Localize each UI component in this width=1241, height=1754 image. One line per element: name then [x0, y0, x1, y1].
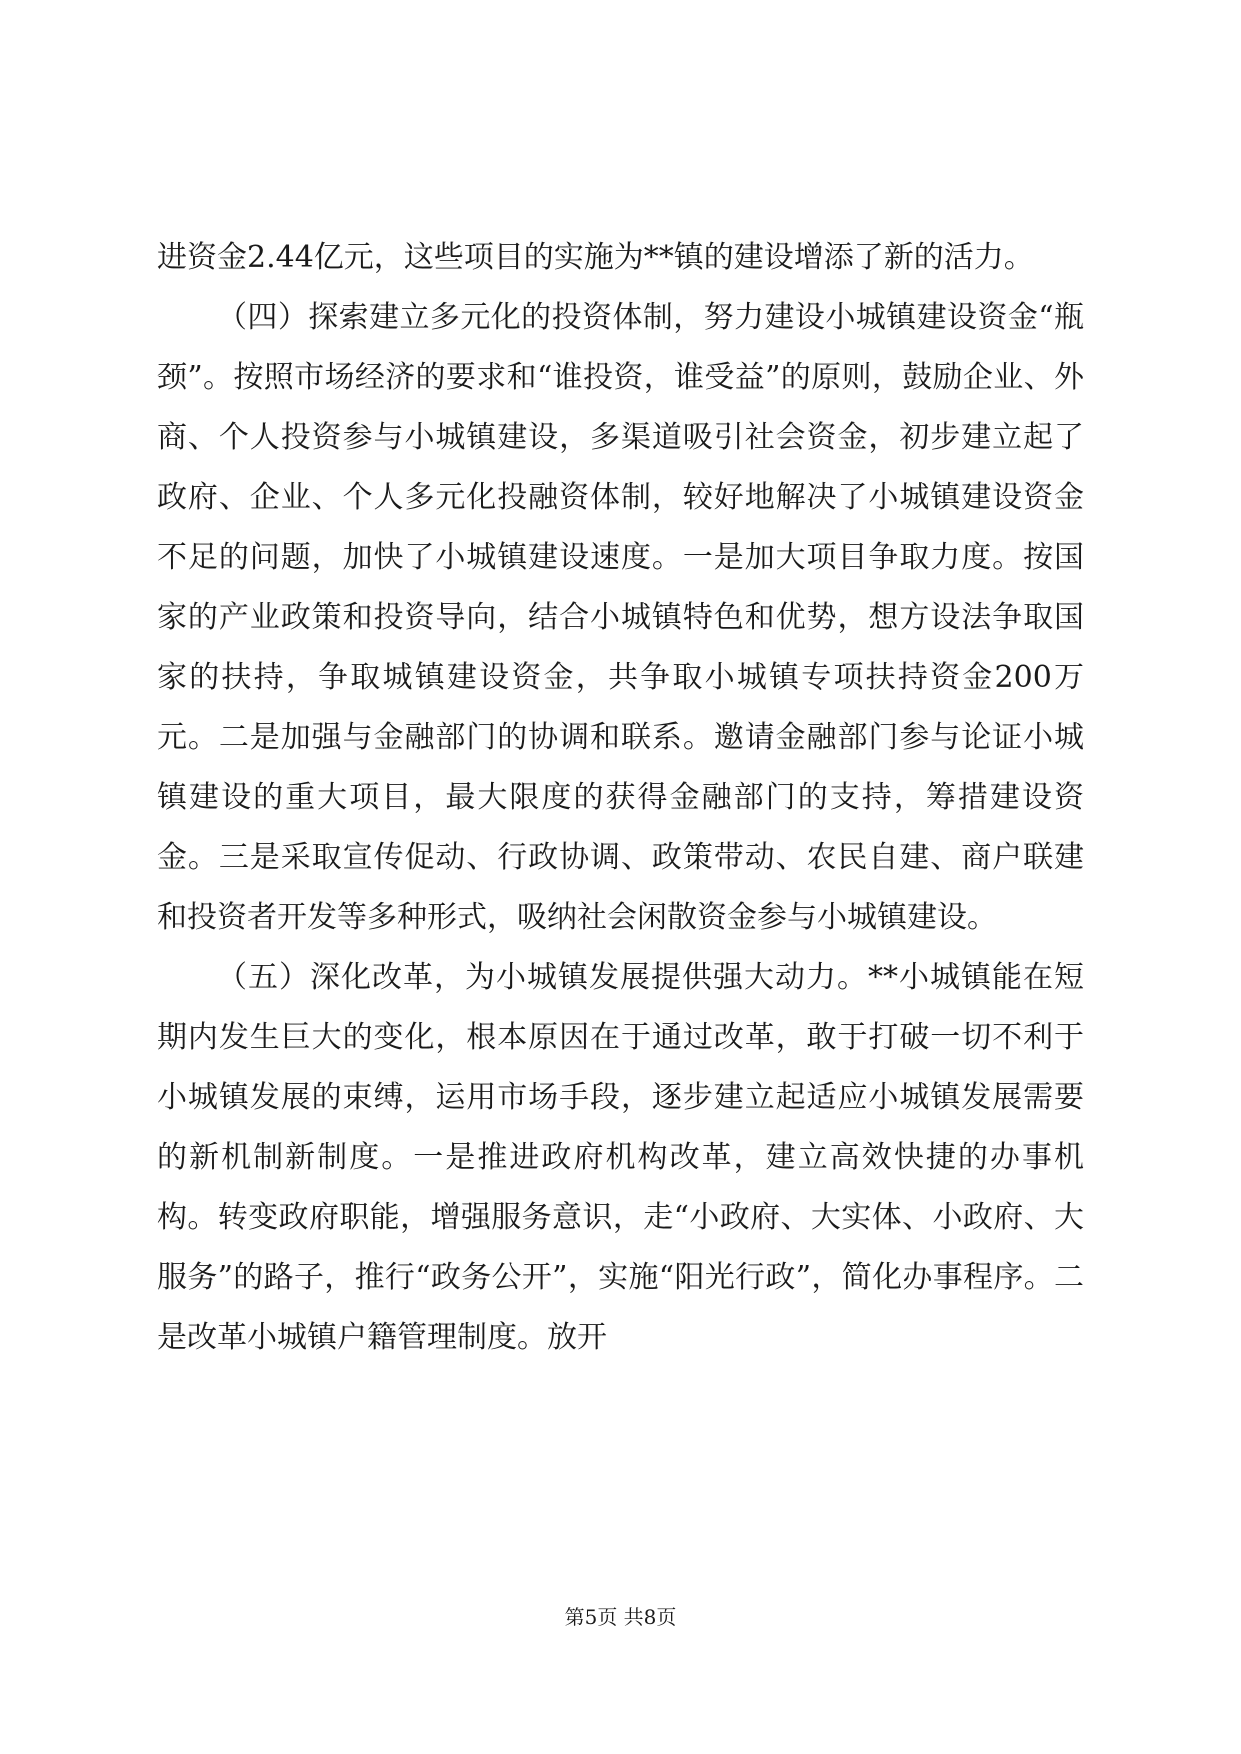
page-footer — [0, 1602, 1241, 1632]
document-body — [157, 228, 1084, 1368]
page-number-label: 第5页 共8页 — [564, 1605, 677, 1629]
paragraph-2: （四）探索建立多元化的投资体制，努力建设小城镇建设资金“瓶颈”。按照市场经济的要求和“谁投资，谁受益”的原则，鼓励企业、外商、个人投资参与小城镇建设，多渠道吸引社会资金，初步建立起了政府、企业、个人多元化投融资体制，较好地解决了小城镇建设资金不足的问题，加快了小城镇建设速度。一是加大项目争取力度。按国家的产业政策和投资导向，结合小城镇特色和优势，想方设法争取国家的扶持，争取城镇建设资金，共争取小城镇专项扶持资金200万元。二是加强与金融部门的协调和联系。邀请金融部门参与论证小城镇建设的重大项目，最大限度的获得金融部门的支持，筹措建设资金。三是采取宣传促动、行政协调、政策带动、农民自建、商户联建和投资者开发等多种形式，吸纳社会闲散资金参与小城镇建设。 — [157, 300, 1084, 935]
paragraph-3: （五）深化改革，为小城镇发展提供强大动力。**小城镇能在短期内发生巨大的变化，根本原因在于通过改革，敢于打破一切不利于小城镇发展的束缚，运用市场手段，逐步建立起适应小城镇发展需要的新机制新制度。一是推进政府机构改革，建立高效快捷的办事机构。转变政府职能，增强服务意识，走“小政府、大实体、小政府、大服务”的路子，推行“政务公开”，实施“阳光行政”，简化办事程序。二是改革小城镇户籍管理制度。放开 — [157, 960, 1084, 1355]
paragraph-1: 进资金2.44亿元，这些项目的实施为**镇的建设增添了新的活力。 — [157, 240, 1034, 275]
